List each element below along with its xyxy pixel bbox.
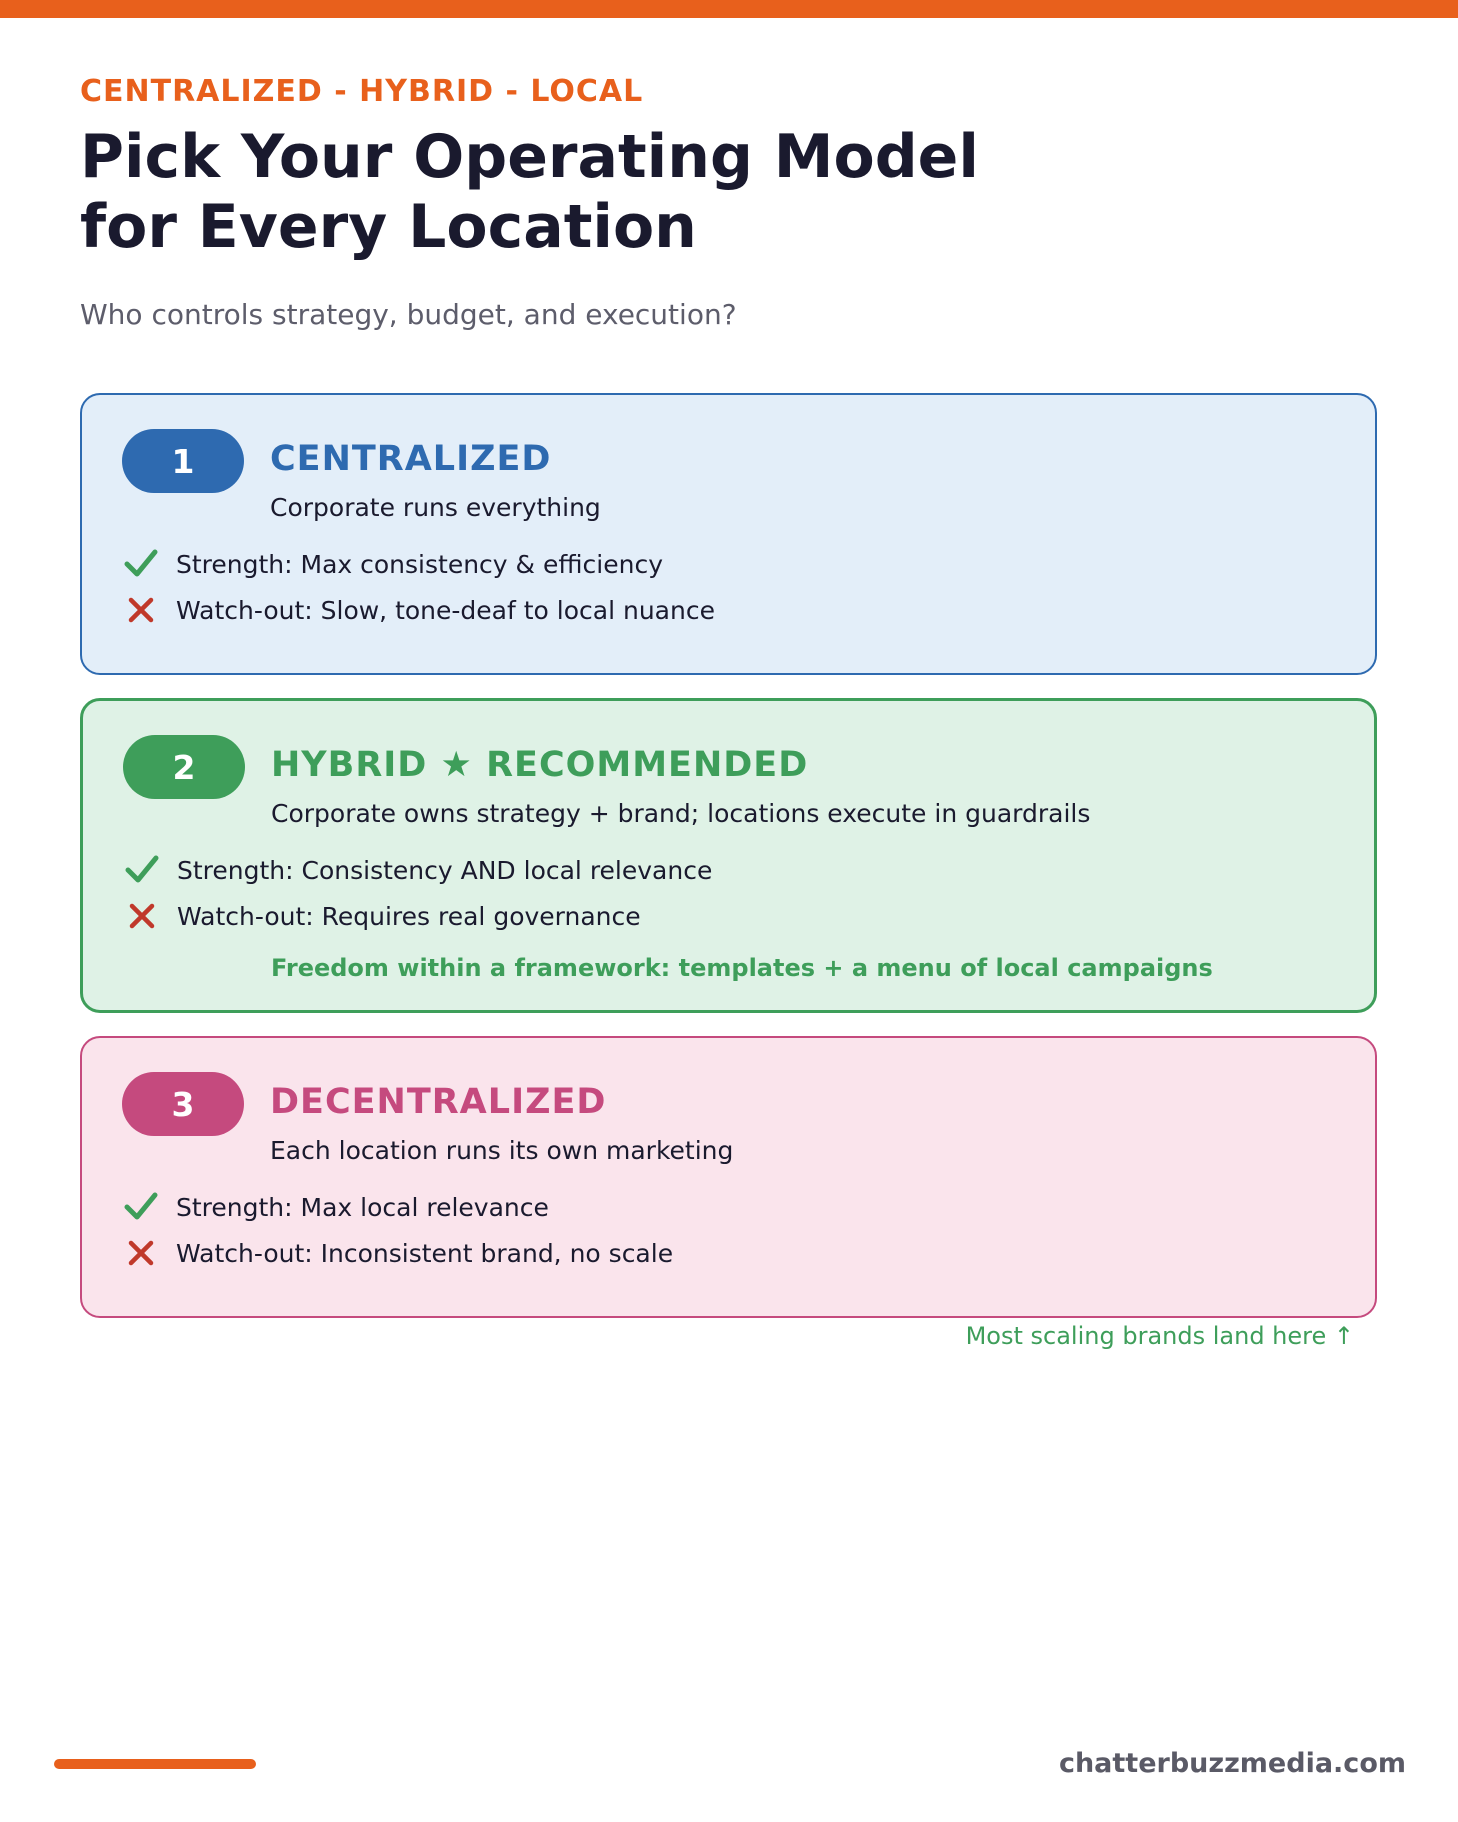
model-number-badge: 3	[122, 1072, 244, 1136]
top-accent-bar	[0, 0, 1458, 18]
watchout-row	[124, 593, 715, 627]
strength-text: Strength: Consistency AND local relevance	[177, 855, 713, 885]
check-icon	[124, 1190, 158, 1224]
model-title: HYBRID ★ RECOMMENDED	[271, 745, 809, 785]
cross-icon	[124, 593, 158, 627]
model-card-hybrid	[80, 698, 1377, 1013]
watchout-text: Watch-out: Requires real governance	[177, 901, 641, 931]
model-card-decentralized	[80, 1036, 1377, 1318]
cross-icon	[124, 1236, 158, 1270]
page-title-line-2: for Every Location	[80, 192, 697, 262]
strength-row	[124, 547, 663, 581]
recommendation-callout: Most scaling brands land here ↑	[965, 1322, 1354, 1350]
check-icon	[125, 853, 159, 887]
model-description: Corporate runs everything	[270, 493, 601, 522]
strength-text: Strength: Max consistency & efficiency	[176, 549, 663, 579]
model-description: Each location runs its own marketing	[270, 1136, 734, 1165]
model-number-badge: 2	[123, 735, 245, 799]
eyebrow: CENTRALIZED - HYBRID - LOCAL	[80, 74, 644, 109]
page-subtitle: Who controls strategy, budget, and execution?	[80, 298, 737, 331]
page-title-line-1: Pick Your Operating Model	[80, 122, 979, 192]
strength-row	[125, 853, 712, 887]
model-number-badge: 1	[122, 429, 244, 493]
watchout-text: Watch-out: Inconsistent brand, no scale	[176, 1238, 674, 1268]
model-description: Corporate owns strategy + brand; locations execute in guardrails	[271, 799, 1091, 828]
model-tagline: Freedom within a framework: templates + a menu of local campaigns	[271, 954, 1213, 982]
footer-domain: chatterbuzzmedia.com	[1058, 1748, 1406, 1779]
model-title: DECENTRALIZED	[270, 1082, 607, 1122]
strength-text: Strength: Max local relevance	[176, 1192, 549, 1222]
check-icon	[124, 547, 158, 581]
page-title	[80, 122, 979, 262]
cross-icon	[125, 899, 159, 933]
strength-row	[124, 1190, 549, 1224]
watchout-row	[124, 1236, 673, 1270]
watchout-text: Watch-out: Slow, tone-deaf to local nuance	[176, 595, 715, 625]
model-card-centralized	[80, 393, 1377, 675]
model-title: CENTRALIZED	[270, 439, 552, 479]
watchout-row	[125, 899, 641, 933]
footer-accent-bar	[54, 1759, 256, 1769]
